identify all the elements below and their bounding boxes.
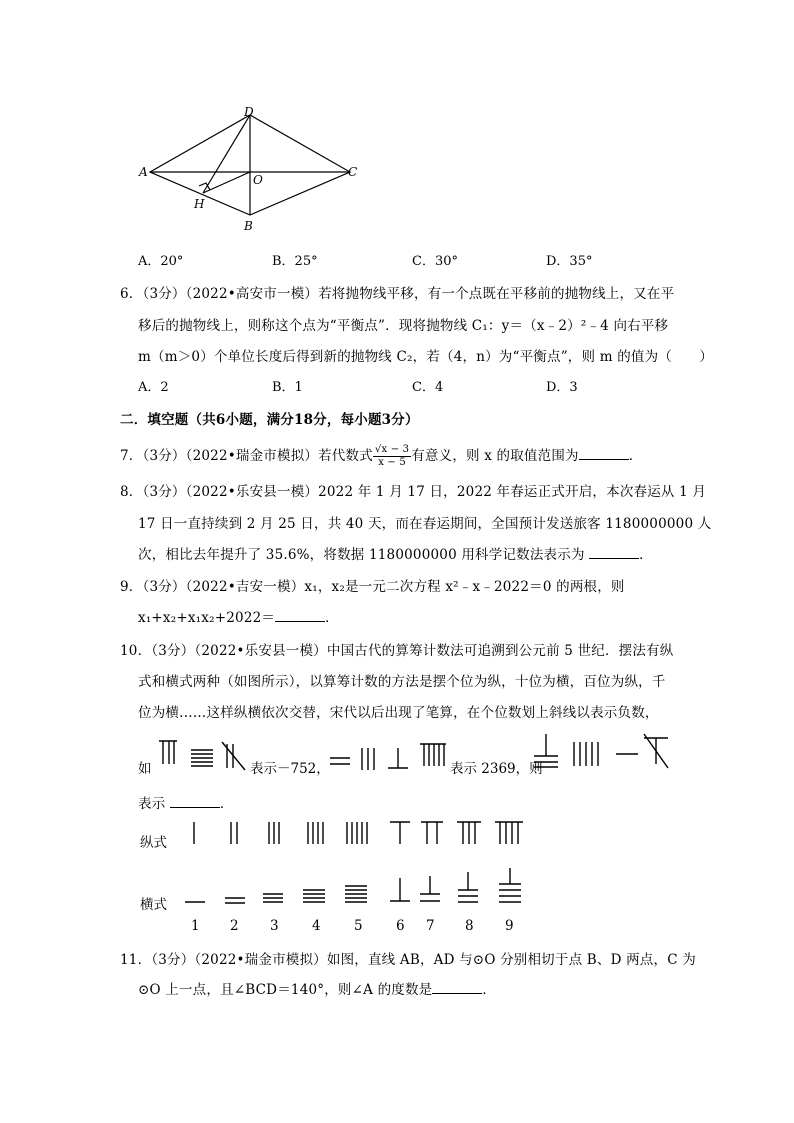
q6-line-3: m（m＞0）个单位长度后得到新的抛物线 C₂，若（4，n）为“平衡点”，则 m 的值为（ ） — [138, 349, 714, 365]
q10-line-2: 式和横式两种（如图所示），以算筹计数的方法是摆个位为纵，十位为横，百位为纵，千 — [138, 674, 666, 690]
q9-line-2: x₁+x₂+x₁x₂+2022＝ — [138, 610, 276, 626]
digit-label: 1 — [191, 918, 200, 934]
counting-rods-question — [532, 732, 672, 774]
q6-option-b: B．1 — [272, 380, 303, 395]
q10-ru: 如 — [138, 761, 152, 777]
horizontal-rods-row — [183, 868, 533, 908]
digit-label: 9 — [505, 918, 514, 934]
q7-answer-blank[interactable] — [579, 447, 629, 460]
q10-line-3: 位为横……这样纵横依次交替，宋代以后出现了笔算，在个位数划上斜线以表示负数， — [138, 705, 659, 721]
vertical-form-label: 纵式 — [140, 835, 167, 851]
q6-option-a: A．2 — [138, 380, 169, 395]
digit-label: 3 — [270, 918, 279, 934]
digit-label: 6 — [396, 918, 405, 934]
q10-line-1: 10．（3分）（2022•乐安县一模）中国古代的算筹计数法可追溯到公元前 5 世纪．摆法有纵 — [120, 643, 674, 659]
q10-represent-2369: 表示 2369，则 — [450, 761, 543, 777]
q5-option-b: B．25° — [272, 254, 318, 269]
horizontal-form-label: 横式 — [140, 897, 167, 913]
counting-rods-2369 — [328, 738, 450, 774]
q9-line-2-wrap: x₁+x₂+x₁x₂+2022＝ ． — [138, 610, 339, 626]
q7-text: 7．（3分）（2022•瑞金市模拟）若代数式 $\frac{√x - 3}{x - 5}$ 有意义，则 x 的取值范围为 ． — [120, 444, 643, 468]
q7-prefix: 7．（3分）（2022•瑞金市模拟）若代数式 — [120, 448, 373, 464]
q7-numerator: √x − 3 — [374, 444, 410, 455]
point-label-D: D — [244, 105, 254, 119]
q11-line-2: ⊙O 上一点，且∠BCD＝140°，则∠A 的度数是 — [138, 982, 433, 998]
q11-line-1: 11．（3分）（2022•瑞金市模拟）如图，直线 AB，AD 与⊙O 分别相切于点 B、D 两点，C 为 — [120, 952, 696, 968]
q10-answer-blank[interactable] — [170, 795, 220, 808]
q6-line-1: 6．（3分）（2022•高安市一模）若将抛物线平移，有一个点既在平移前的抛物线上，又在平 — [120, 286, 675, 302]
q7-denominator: x − 5 — [378, 457, 406, 468]
q7-suffix: 有意义，则 x 的取值范围为 — [411, 448, 579, 464]
counting-rods-neg752 — [155, 738, 255, 774]
point-label-C: C — [348, 165, 358, 179]
digit-label: 8 — [465, 918, 474, 934]
q10-represent-line: 表示 ． — [138, 796, 234, 812]
point-label-O: O — [253, 173, 263, 187]
q5-option-c: C．30° — [412, 254, 458, 269]
q9-line-1: 9．（3分）（2022•吉安一模）x₁，x₂是一元二次方程 x²﹣x﹣2022＝0 的两根，则 — [120, 579, 625, 595]
point-label-A: A — [139, 165, 148, 179]
vertical-rods-row — [185, 820, 535, 848]
q9-answer-blank[interactable] — [275, 609, 325, 622]
digit-label: 7 — [426, 918, 435, 934]
q8-line-1: 8．（3分）（2022•乐安县一模）2022 年 1 月 17 日，2022 年春运正式开启，本次春运从 1 月 — [120, 484, 707, 500]
q6-option-d: D．3 — [546, 380, 578, 395]
q5-option-a: A．20° — [138, 254, 184, 269]
q10-represent-neg752: 表示－752， — [250, 761, 330, 777]
q8-answer-blank[interactable] — [589, 546, 639, 559]
point-label-B: B — [244, 219, 253, 233]
digit-label: 2 — [230, 918, 239, 934]
q10-represent-label: 表示 — [138, 796, 166, 812]
q11-answer-blank[interactable] — [432, 981, 482, 994]
q6-line-2: 移后的抛物线上，则称这个点为“平衡点”．现将抛物线 C₁：y＝（x﹣2）²﹣4 向右平移 — [138, 318, 669, 334]
q8-line-2: 17 日一直持续到 2 月 25 日，共 40 天，而在春运期间，全国预计发送旅客 1180000000 人 — [138, 516, 712, 532]
section-heading-fill-in: 二．填空题（共6小题，满分18分，每小题3分） — [120, 412, 419, 428]
q8-line-3-wrap: 次，相比去年提升了 35.6%，将数据 1180000000 用科学记数法表示为 ． — [138, 547, 653, 563]
digit-label: 5 — [354, 918, 363, 934]
q11-line-2-wrap: ⊙O 上一点，且∠BCD＝140°，则∠A 的度数是 ． — [138, 982, 497, 998]
q7-fraction — [373, 444, 411, 469]
q8-line-3: 次，相比去年提升了 35.6%，将数据 1180000000 用科学记数法表示为 — [138, 547, 585, 563]
point-label-H: H — [194, 197, 205, 211]
q5-option-d: D．35° — [546, 254, 593, 269]
q6-option-c: C．4 — [412, 380, 444, 395]
digit-label: 4 — [312, 918, 321, 934]
